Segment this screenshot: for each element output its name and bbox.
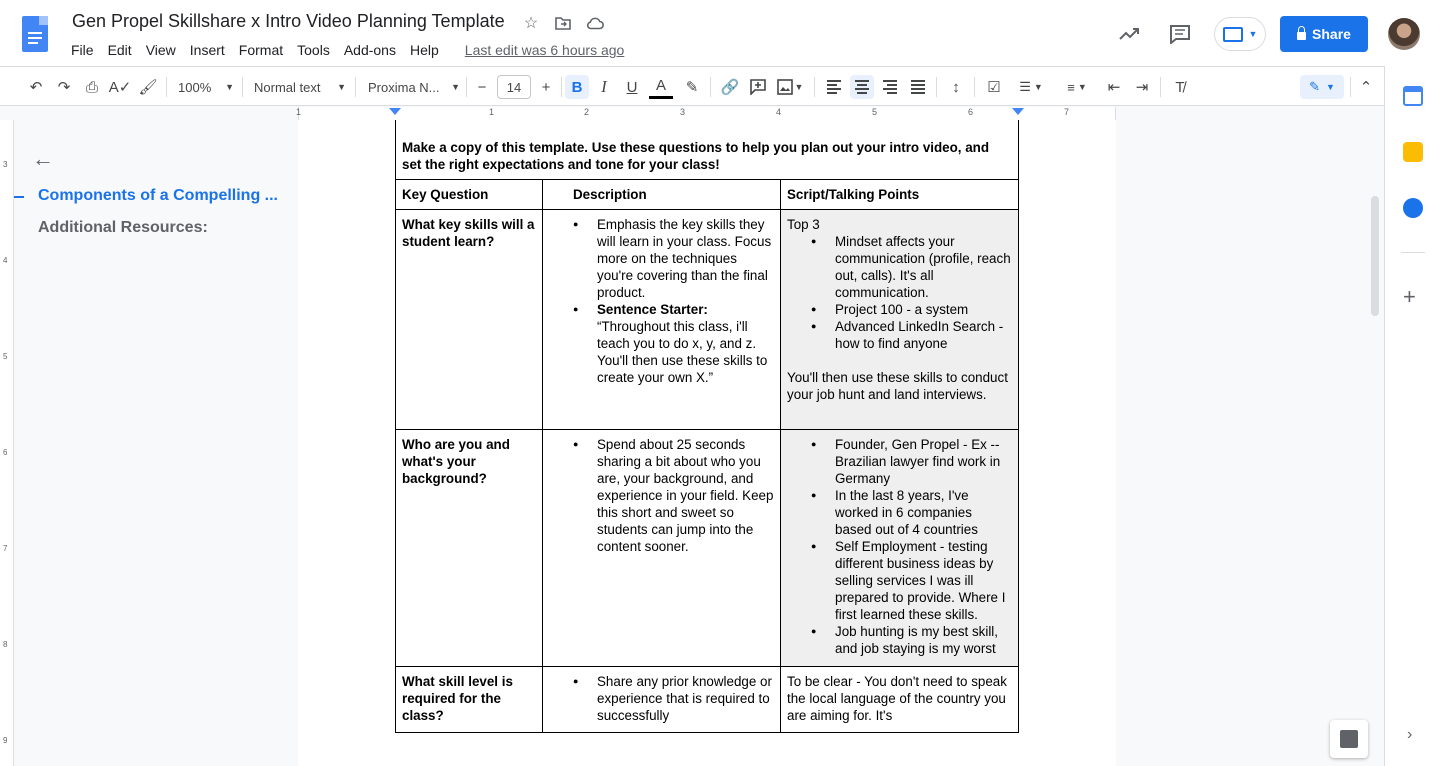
collapse-menus-icon[interactable]: ⌃	[1359, 79, 1373, 96]
ruler-number: 5	[872, 107, 878, 117]
star-icon[interactable]: ☆	[523, 15, 539, 32]
script-cell: To be clear - You don't need to speak the local language of the country you are aiming for. It's	[787, 674, 1007, 723]
font-value: Proxima N...	[368, 79, 440, 95]
docs-logo-icon[interactable]	[22, 16, 48, 52]
outline-active-marker	[14, 196, 24, 198]
table-row	[395, 430, 1019, 667]
align-justify-icon[interactable]	[906, 75, 930, 99]
ruler-number: 1	[296, 107, 302, 117]
numbered-list-icon: ≡	[1067, 79, 1075, 95]
left-indent-marker[interactable]	[389, 108, 401, 115]
explore-button[interactable]	[1330, 720, 1368, 758]
ruler-number: 6	[968, 107, 974, 117]
description-bullet	[549, 301, 774, 386]
italic-button[interactable]: I	[601, 77, 607, 96]
align-left-icon[interactable]	[822, 75, 846, 99]
chevron-right-icon[interactable]: ›	[1407, 726, 1413, 743]
decrease-indent-icon[interactable]: ⇤	[1107, 79, 1121, 96]
bullet-text: “Throughout this class, i'll teach you to do x, y, and z. You'll then use these skills to create your own X.”	[597, 319, 768, 385]
paragraph-style-value: Normal text	[254, 79, 321, 95]
menu-insert[interactable]: Insert	[189, 42, 225, 58]
checklist-icon[interactable]: ☑	[987, 79, 1001, 96]
redo-icon[interactable]: ↷	[57, 79, 71, 96]
ruler-number: 2	[584, 107, 590, 117]
menu-tools[interactable]: Tools	[297, 42, 330, 58]
vruler-number: 4	[3, 256, 8, 265]
document-title[interactable]: Gen Propel Skillshare x Intro Video Planning Template	[72, 11, 505, 31]
description-bullet: ● Share any prior knowledge or experience that is required to successfully	[549, 673, 774, 724]
ruler-number: 7	[1064, 107, 1070, 117]
vruler-number: 7	[3, 544, 8, 553]
description-cell	[543, 667, 781, 732]
vruler-number: 9	[3, 736, 8, 745]
move-folder-icon[interactable]	[553, 13, 573, 33]
numbered-list-button[interactable]	[1058, 75, 1096, 99]
paragraph-style-select[interactable]	[254, 75, 346, 99]
vruler-number: 6	[3, 448, 8, 457]
menu-edit[interactable]: Edit	[107, 42, 132, 58]
cloud-status-icon[interactable]	[585, 13, 605, 33]
script-cell	[781, 210, 1018, 429]
formatting-toolbar	[0, 66, 1384, 106]
calendar-icon[interactable]	[1403, 86, 1423, 106]
text-color-button[interactable]: A	[649, 75, 673, 99]
chevron-down-icon: ▼	[1325, 82, 1335, 92]
explore-icon	[1340, 730, 1358, 748]
underline-button[interactable]: U	[626, 78, 638, 96]
script-bullet: ● In the last 8 years, I've worked in 6 companies based out of 4 countries	[787, 487, 1012, 538]
bullet-bold: Sentence Starter:	[597, 302, 708, 317]
script-bullet: ● Advanced LinkedIn Search - how to find anyone	[787, 318, 1012, 352]
font-size-input[interactable]: 14	[497, 75, 531, 99]
menu-file[interactable]: File	[71, 42, 94, 58]
app-header	[0, 0, 1440, 66]
zoom-select[interactable]	[178, 75, 234, 99]
undo-icon[interactable]: ↶	[29, 79, 43, 96]
add-comment-icon[interactable]	[746, 75, 770, 99]
add-addon-icon[interactable]: +	[1403, 284, 1416, 309]
share-button[interactable]	[1280, 16, 1368, 52]
chevron-down-icon: ▼	[337, 82, 346, 92]
align-center-icon[interactable]	[850, 75, 874, 99]
bulleted-list-icon: ☰	[1019, 79, 1031, 94]
chevron-down-icon: ▼	[1077, 82, 1087, 92]
vruler-number: 8	[3, 640, 8, 649]
script-cell	[781, 430, 1018, 666]
image-icon	[777, 79, 793, 95]
menu-view[interactable]: View	[145, 42, 176, 58]
table-row	[395, 667, 1019, 733]
menu-format[interactable]: Format	[238, 42, 284, 58]
script-pre: Top 3	[787, 217, 820, 232]
ruler-number: 1	[489, 107, 495, 117]
right-indent-marker[interactable]	[1012, 108, 1024, 115]
insert-image-button[interactable]	[774, 75, 806, 99]
highlight-color-icon[interactable]: ✎	[685, 79, 699, 96]
vruler-number: 5	[3, 352, 8, 361]
menu-addons[interactable]: Add-ons	[343, 42, 396, 58]
question-cell: What skill level is required for the class?	[396, 667, 543, 732]
activity-trend-icon[interactable]	[1118, 22, 1142, 46]
tasks-icon[interactable]	[1403, 198, 1423, 218]
present-button[interactable]	[1214, 17, 1266, 51]
outline-item-additional-resources[interactable]: Additional Resources:	[38, 219, 208, 236]
share-label: Share	[1312, 26, 1351, 42]
ruler-number: 4	[776, 107, 782, 117]
script-bullet: ● Self Employment - testing different business ideas by selling services I was ill prepared to provide. Where I first learned these skills.	[787, 538, 1012, 623]
editing-mode-button[interactable]	[1300, 75, 1344, 99]
document-scrollbar[interactable]	[1371, 196, 1379, 316]
present-icon	[1223, 27, 1243, 42]
outline-item-components[interactable]: Components of a Compelling ...	[38, 187, 278, 204]
zoom-value: 100%	[178, 79, 212, 95]
question-cell: Who are you and what's your background?	[396, 430, 543, 666]
print-icon[interactable]: ⎙	[85, 78, 98, 96]
description-bullet: ● Emphasis the key skills they will learn in your class. Focus more on the techniques you're covering than the final product.	[549, 216, 774, 301]
bold-button[interactable]: B	[565, 75, 589, 99]
script-bullet: ● Founder, Gen Propel - Ex -- Brazilian lawyer find work in Germany	[787, 436, 1012, 487]
document-page[interactable]	[298, 120, 1116, 766]
close-outline-icon[interactable]: ←	[32, 146, 54, 171]
vruler-number: 3	[3, 160, 8, 169]
vertical-ruler	[0, 120, 14, 766]
horizontal-ruler	[0, 106, 1384, 120]
side-panel	[1384, 66, 1440, 766]
comment-history-icon[interactable]	[1168, 22, 1192, 46]
pencil-icon: ✎	[1309, 79, 1320, 94]
ruler-number: 3	[680, 107, 686, 117]
spellcheck-icon[interactable]: A✓	[108, 79, 132, 96]
script-post: You'll then use these skills to conduct your job hunt and land interviews.	[787, 370, 1008, 402]
paint-format-icon[interactable]: 🖌	[138, 79, 158, 96]
bulleted-list-button[interactable]	[1012, 75, 1050, 99]
question-cell: What key skills will a student learn?	[396, 210, 543, 429]
header-key-question: Key Question	[396, 180, 543, 209]
chevron-down-icon: ▼	[225, 82, 234, 92]
description-cell	[543, 430, 781, 666]
table-row	[395, 210, 1019, 430]
script-bullet: ● Mindset affects your communication (profile, reach out, calls). It's all communication.	[787, 233, 1012, 301]
chevron-down-icon: ▼	[1248, 29, 1258, 39]
chevron-down-icon: ▼	[794, 82, 804, 92]
font-select[interactable]	[368, 75, 460, 99]
line-spacing-icon[interactable]: ↕	[952, 78, 960, 96]
intro-text: Make a copy of this template. Use these questions to help you plan out your intro video, and set the right expectations and tone for your class!	[402, 140, 990, 172]
description-bullet: ● Spend about 25 seconds sharing a bit about who you are, your background, and experience in your field. Keep this short and sweet so students can jump into the content sooner.	[549, 436, 774, 555]
script-bullet: ● Project 100 - a system	[787, 301, 1012, 318]
script-bullet: ● Job hunting is my best skill, and job staying is my worst	[787, 623, 1012, 657]
align-right-icon[interactable]	[878, 75, 902, 99]
header-script: Script/Talking Points	[787, 187, 920, 202]
font-size-decrease-button[interactable]: −	[477, 78, 487, 96]
chevron-down-icon: ▼	[451, 82, 460, 92]
last-edit-link[interactable]: Last edit was 6 hours ago	[464, 42, 625, 58]
lock-icon	[1297, 32, 1306, 40]
intro-row	[395, 120, 1019, 180]
keep-icon[interactable]	[1403, 142, 1423, 162]
description-cell	[543, 210, 781, 429]
avatar[interactable]	[1388, 18, 1420, 50]
header-description: Description	[543, 180, 781, 209]
menu-help[interactable]: Help	[409, 42, 439, 58]
table-header-row	[395, 179, 1019, 210]
font-size-increase-button[interactable]: +	[541, 78, 551, 96]
menu-bar	[64, 40, 631, 60]
clear-formatting-icon[interactable]: T̸	[1175, 78, 1185, 96]
insert-link-icon[interactable]: 🔗	[720, 79, 740, 96]
increase-indent-icon[interactable]: ⇥	[1135, 79, 1149, 96]
planning-table	[395, 120, 1019, 733]
chevron-down-icon: ▼	[1033, 82, 1043, 92]
